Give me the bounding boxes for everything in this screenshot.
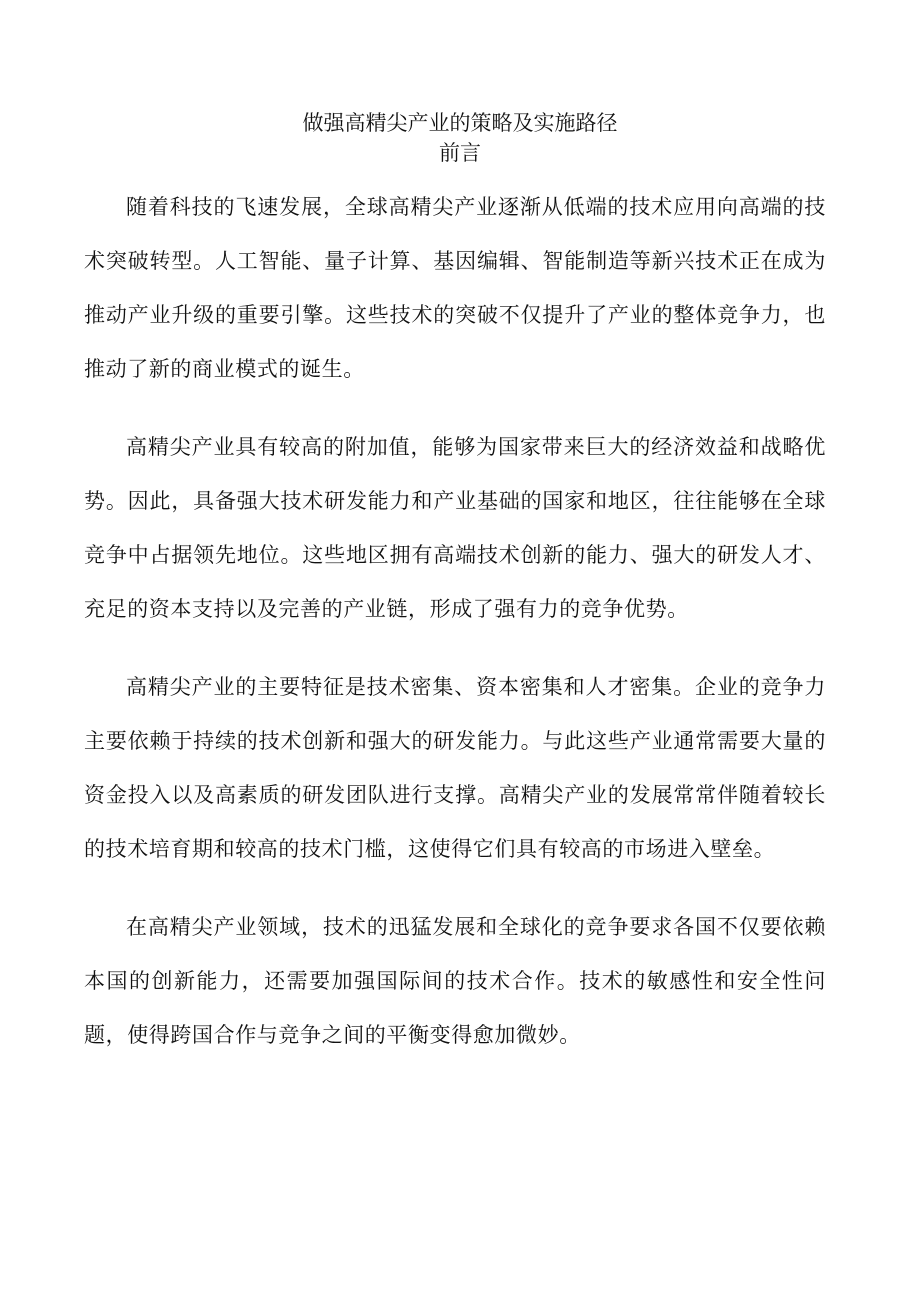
document-body: [84, 180, 826, 1086]
paragraph: 高精尖产业具有较高的附加值，能够为国家带来巨大的经济效益和战略优势。因此，具备强大技术研发能力和产业基础的国家和地区，往往能够在全球竞争中占据领先地位。这些地区拥有高端技术创新的能力、强大的研发人才、充足的资本支持以及完善的产业链，形成了强有力的竞争优势。: [84, 435, 826, 621]
section-heading: 前言: [439, 141, 481, 165]
paragraph: 在高精尖产业领域，技术的迅猛发展和全球化的竞争要求各国不仅要依赖本国的创新能力，还需要加强国际间的技术合作。技术的敏感性和安全性问题，使得跨国合作与竞争之间的平衡变得愈加微妙。: [84, 915, 826, 1047]
paragraph: 高精尖产业的主要特征是技术密集、资本密集和人才密集。企业的竞争力主要依赖于持续的技术创新和强大的研发能力。与此这些产业通常需要大量的资金投入以及高素质的研发团队进行支撑。高精尖产业的发展常常伴随着较长的技术培育期和较高的技术门槛，这使得它们具有较高的市场进入壁垒。: [84, 675, 826, 861]
paragraph: 随着科技的飞速发展，全球高精尖产业逐渐从低端的技术应用向高端的技术突破转型。人工智能、量子计算、基因编辑、智能制造等新兴技术正在成为推动产业升级的重要引擎。这些技术的突破不仅提升了产业的整体竞争力，也推动了新的商业模式的诞生。: [84, 195, 826, 381]
document-title: 做强高精尖产业的策略及实施路径: [302, 111, 618, 135]
title-block: [0, 108, 920, 168]
